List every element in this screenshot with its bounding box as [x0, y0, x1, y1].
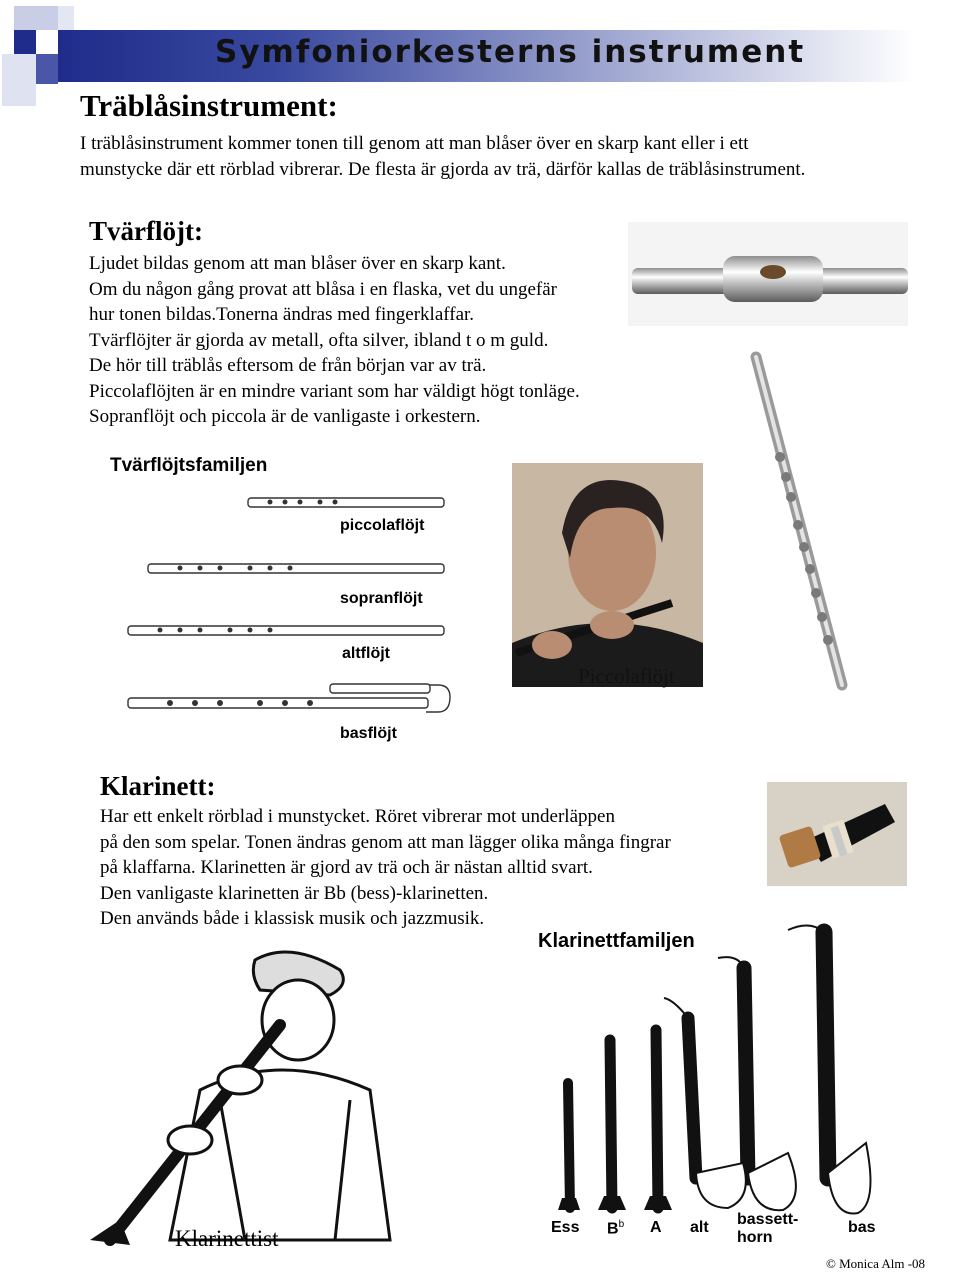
copyright: © Monica Alm -08 [826, 1256, 926, 1271]
flute-text [89, 251, 580, 430]
section-heading-klarinett: Klarinett: [100, 771, 216, 801]
clarinet-family-label: alt [690, 1219, 709, 1236]
clarinet-b-label: B [607, 1220, 619, 1238]
flute-family-label: basflöjt [340, 725, 397, 742]
section-heading-traeblas: Träblåsinstrument: [80, 88, 338, 123]
clarinet-text [100, 804, 671, 932]
text-line: Sopranflöjt och piccola är de vanligaste i orkestern. [89, 406, 481, 427]
text-line: Tvärflöjter är gjorda av metall, ofta silver, ibland t o m guld. [89, 329, 549, 351]
decor-square [14, 30, 36, 54]
clarinettist-drawing [80, 940, 400, 1260]
clarinet-family-label: bassett- [737, 1211, 799, 1228]
clarinet-family-label: bas [848, 1219, 876, 1236]
clarinet-family-label: horn [737, 1229, 773, 1246]
text-line: Har ett enkelt rörblad i munstycket. Röret vibrerar mot underläppen [100, 806, 615, 827]
section-heading-tvarflojt: Tvärflöjt: [89, 216, 203, 246]
text-line: hur tonen bildas.Tonerna ändras med fingerklaffar. [89, 304, 475, 325]
decor-square [58, 6, 74, 30]
decor-square [36, 54, 58, 84]
clarinettist-caption: Klarinettist [175, 1226, 279, 1251]
text-line: Om du någon gång provat att blåsa i en flaska, vet du ungefär [89, 278, 557, 300]
clarinet-family-label: Ess [551, 1219, 580, 1236]
text-line: De hör till träblås eftersom de från början var av trä. [89, 355, 487, 376]
clarinet-family-label: A [650, 1219, 662, 1236]
text-line: Ljudet bildas genom att man blåser över en skarp kant. [89, 253, 506, 274]
text-line: Den vanligaste klarinetten är Bb (bess)-klarinetten. [100, 882, 489, 904]
flute-headjoint-photo [628, 222, 908, 326]
flute-photo [738, 345, 868, 695]
mouthpiece-photo [767, 782, 907, 886]
decor-square [14, 6, 58, 30]
flat-superscript: b [618, 1219, 625, 1230]
flute-family-label: altflöjt [342, 645, 390, 662]
flute-family-title: Tvärflöjtsfamiljen [110, 455, 268, 476]
decor-square [2, 54, 36, 106]
flute-family-label: piccolaflöjt [340, 517, 425, 534]
text-line: Den används både i klassisk musik och jazzmusik. [100, 908, 485, 929]
page-title: Symfoniorkesterns instrument [215, 34, 806, 70]
piccolo-photo-caption: Piccolaflöjt [578, 664, 675, 688]
piccolo-player-photo [512, 463, 703, 687]
text-line: munstycke där ett rörblad vibrerar. De flesta är gjorda av trä, därför kallas de träblåsinstrument. [80, 158, 806, 180]
text-line: Piccolaflöjten är en mindre variant som har väldigt högt tonläge. [89, 380, 580, 402]
intro-text [80, 131, 805, 182]
text-line: på den som spelar. Tonen ändras genom att man lägger olika många fingrar [100, 831, 671, 853]
text-line: I träblåsinstrument kommer tonen till genom att man blåser över en skarp kant eller i ett [80, 133, 749, 154]
text-line: på klaffarna. Klarinetten är gjord av trä och är nästan alltid svart. [100, 857, 593, 878]
clarinet-family-title: Klarinettfamiljen [538, 930, 695, 952]
flute-family-label: sopranflöjt [340, 590, 423, 607]
clarinet-family-label [607, 1219, 624, 1238]
clarinet-family-diagram [548, 918, 888, 1218]
